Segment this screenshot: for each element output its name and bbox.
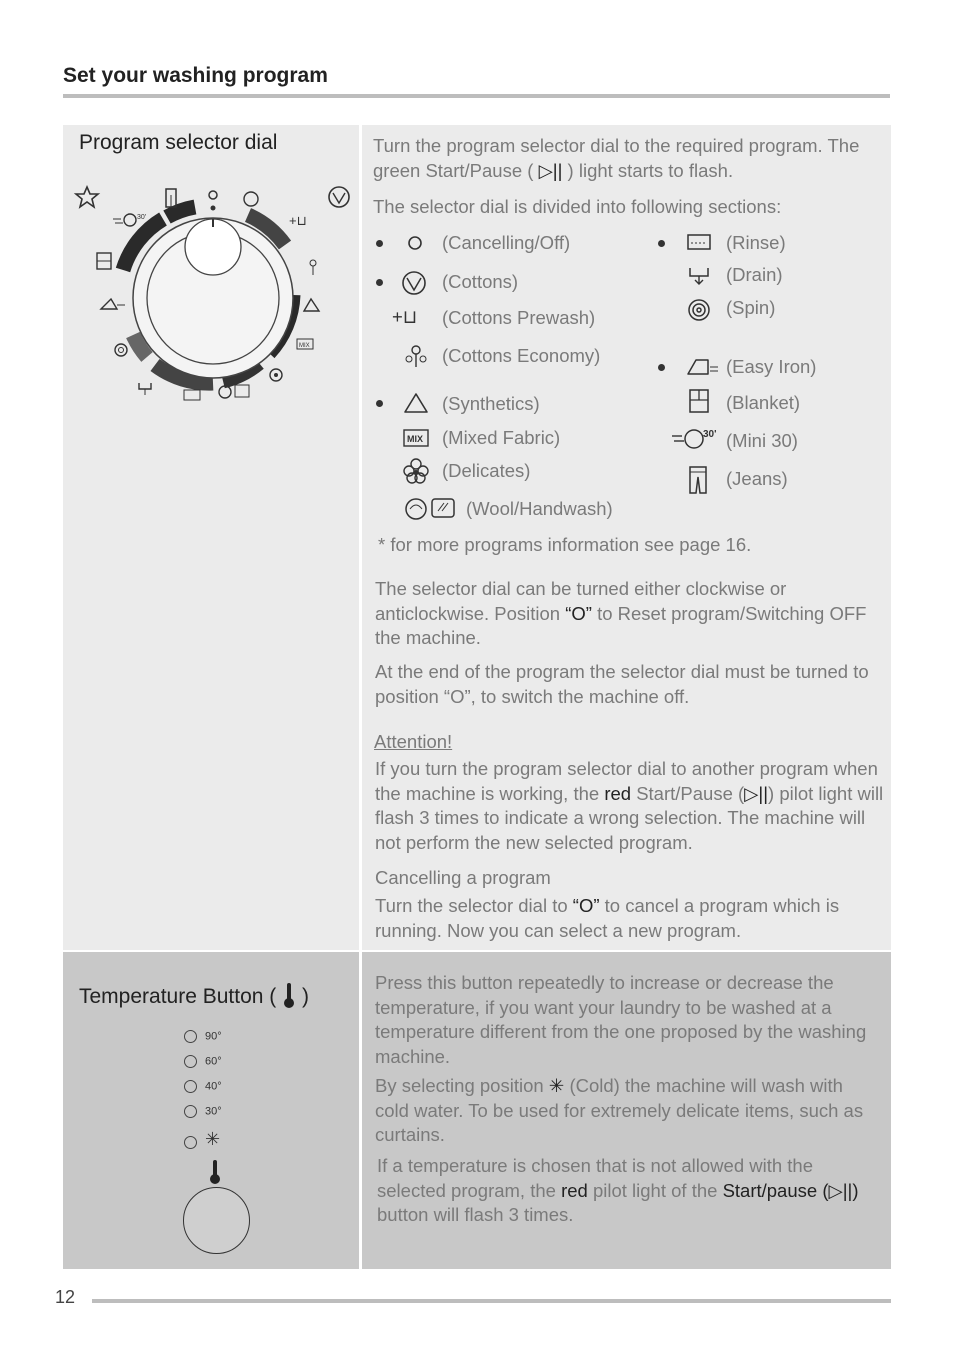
attention-red: red [604, 782, 632, 804]
temp-indicator [184, 1105, 197, 1118]
svg-text:30': 30' [703, 429, 717, 440]
cottons-icon [400, 270, 428, 296]
temp-level-60 [184, 1055, 222, 1068]
cancel-text [375, 894, 885, 943]
temp-label: 90° [205, 1030, 222, 1043]
jeans-icon [688, 465, 708, 495]
item-blanket: (Blanket) [726, 392, 801, 413]
item-prewash: (Cottons Prewash) [442, 307, 596, 328]
program-dial-description [362, 125, 891, 950]
snowflake-icon: ✳ [548, 1075, 565, 1096]
dial-sections-intro: The selector dial is divided into following sections: [373, 196, 782, 217]
temp-level-40 [184, 1080, 222, 1093]
temp-indicator [184, 1136, 197, 1149]
attention-text-a: If you turn the program selector dial to another program when the machine is working, the [375, 758, 878, 804]
off-icon [406, 234, 424, 252]
item-mixed: (Mixed Fabric) [442, 427, 561, 448]
turn-text: The selector dial can be turned either clockwise or anticlockwise. Position [375, 578, 787, 624]
program-selector-dial[interactable] [63, 175, 359, 425]
thermometer-icon [282, 981, 296, 1009]
page-number: 12 [55, 1287, 76, 1307]
item-easy-iron: (Easy Iron) [726, 356, 817, 377]
attention-label: Attention! [374, 731, 453, 752]
synthetics-icon [304, 299, 319, 311]
thermometer-icon [208, 1159, 222, 1185]
temp-indicator [184, 1030, 197, 1043]
cottons-icon [329, 187, 349, 207]
cancel-position: “O” [572, 895, 600, 916]
bullet [658, 364, 665, 371]
bullet [376, 400, 383, 407]
temp-warning-c: button will flash 3 times. [377, 1204, 574, 1225]
easy-iron-icon [686, 355, 720, 377]
bullet [376, 279, 383, 286]
cancel-title: Cancelling a program [375, 867, 551, 888]
rinse-icon [184, 390, 200, 400]
blanket-icon [688, 388, 710, 414]
footer-divider [92, 1299, 891, 1303]
temp-warning-red: red [561, 1179, 588, 1201]
temp-level-cold [184, 1129, 220, 1150]
temp-label: 60° [205, 1055, 222, 1068]
mini30-icon [113, 214, 146, 226]
program-dial-panel [63, 125, 359, 950]
synthetics-icon [402, 391, 430, 415]
svg-text:MIX: MIX [407, 434, 424, 444]
jeans-icon [166, 189, 176, 207]
item-cottons: (Cottons) [442, 271, 519, 292]
easy-iron-icon [101, 299, 125, 309]
title-divider [63, 94, 890, 98]
blanket-icon [97, 253, 111, 269]
prewash-icon [289, 213, 307, 228]
temp-indicator [184, 1080, 197, 1093]
cottons-icon [244, 192, 258, 206]
spin-icon [687, 298, 711, 322]
economy-icon [310, 260, 316, 275]
item-economy: (Cottons Economy) [442, 345, 601, 366]
attention-text [375, 757, 889, 855]
play-pause-icon: ▷|| [744, 782, 769, 804]
temperature-text-3 [377, 1154, 877, 1228]
turn-text-end: to Reset program/Switching OFF the machine. [375, 602, 867, 648]
item-jeans: (Jeans) [726, 468, 788, 489]
intro-text: Turn the program selector dial to the required program. The green Start/Pause ( [373, 135, 860, 181]
temp-warning-a: If a temperature is chosen that is not allowed with the selected program, the [377, 1155, 814, 1201]
mix-icon [403, 429, 429, 447]
bullet [658, 240, 665, 247]
turn-direction-text [375, 577, 875, 651]
drain-icon [139, 383, 151, 395]
cold-text-a: By selecting position [375, 1075, 549, 1096]
item-delicates: (Delicates) [442, 460, 531, 481]
turn-position: “O” [565, 602, 592, 624]
snowflake-icon: ✳ [205, 1129, 221, 1149]
star-icon [76, 187, 98, 207]
attention-text-b: Start/Pause ( [631, 782, 745, 804]
spin-icon [115, 344, 127, 356]
temperature-button[interactable] [183, 1187, 250, 1254]
temperature-title-end: ) [301, 985, 309, 1008]
delicates-icon [270, 369, 282, 381]
delicates-icon [403, 458, 429, 484]
temperature-title-text: Temperature Button ( [79, 985, 277, 1008]
temp-label: 30° [205, 1105, 222, 1118]
temperature-text-1: Press this button repeatedly to increase or decrease the temperature, if you want your laundry to be washed at a temperature different from the one proposed by the washing machine. [375, 972, 867, 1067]
wool-icon [219, 385, 249, 398]
play-pause-icon: (▷||) [822, 1179, 859, 1201]
temp-level-30 [184, 1105, 222, 1118]
mini30-icon [670, 426, 720, 452]
temperature-title [79, 981, 309, 1009]
item-off: (Cancelling/Off) [442, 232, 571, 253]
item-wool: (Wool/Handwash) [466, 498, 613, 519]
bullet [376, 240, 383, 247]
programs-note: * for more programs information see page 16. [378, 534, 752, 555]
item-rinse: (Rinse) [726, 232, 786, 253]
temp-label: 40° [205, 1080, 222, 1093]
temperature-description [362, 952, 891, 1269]
svg-text:30': 30' [137, 214, 147, 221]
rinse-icon [686, 233, 712, 251]
off-icon [209, 191, 217, 211]
end-of-program-note: At the end of the program the selector dial must be turned to position “O”, to switch the machine off. [375, 661, 869, 707]
temp-warning-b: pilot light of the [587, 1179, 723, 1201]
item-synthetics: (Synthetics) [442, 393, 540, 414]
attention-text-c: ) pilot light will flash 3 times to indicate a wrong selection. The machine will not perform the new selected program. [375, 782, 884, 853]
program-dial-title: Program selector dial [79, 131, 278, 154]
temperature-text-2 [375, 1074, 875, 1148]
wool-icon [404, 495, 458, 521]
drain-icon [687, 265, 711, 287]
item-mini30: (Mini 30) [726, 430, 798, 451]
section-title: Set your washing program [63, 64, 328, 87]
cancel-text-a: Turn the selector dial to [375, 895, 573, 916]
dial-intro [373, 134, 888, 183]
temp-warning-startpause: Start/pause [722, 1179, 818, 1201]
cancel-text-b: to cancel a program which is running. Now you can select a new program. [375, 895, 840, 941]
economy-icon [404, 343, 428, 369]
cold-text-b: (Cold) the machine will wash with cold water. To be used for extremely delicate items, such as curtains. [375, 1075, 864, 1145]
temp-indicator [184, 1055, 197, 1068]
item-drain: (Drain) [726, 264, 783, 285]
svg-text:+⊔: +⊔ [289, 213, 307, 228]
temperature-panel [63, 952, 359, 1269]
item-spin: (Spin) [726, 297, 776, 318]
mix-icon [297, 339, 313, 349]
temp-level-90 [184, 1030, 222, 1043]
intro-text-end: ) light starts to flash. [567, 159, 734, 181]
play-pause-icon: ▷|| [538, 159, 563, 181]
svg-text:MIX: MIX [299, 343, 310, 349]
prewash-icon: +⊔ [392, 306, 418, 327]
